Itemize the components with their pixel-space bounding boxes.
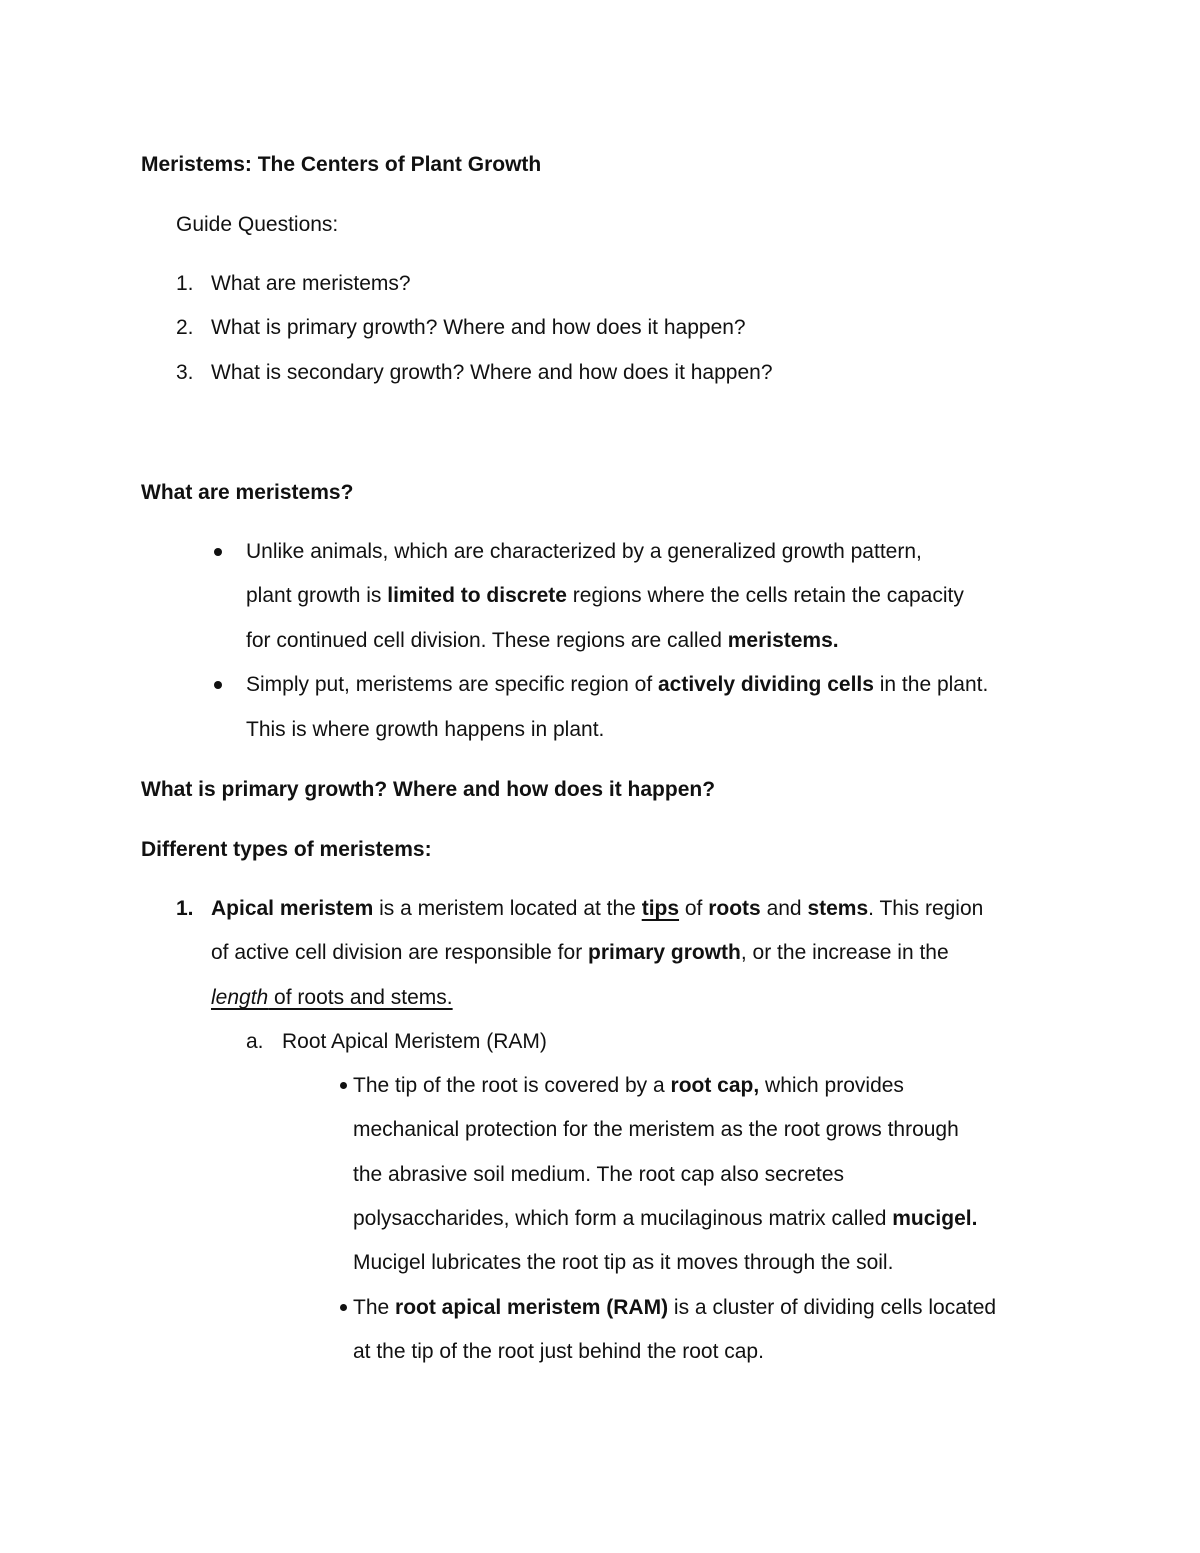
emphasis-text: actively dividing cells bbox=[657, 673, 874, 696]
italic-text: length bbox=[211, 986, 269, 1009]
question-text: What is primary growth? Where and how does it happen? bbox=[211, 316, 746, 339]
text-run: . This region bbox=[868, 897, 984, 920]
text-run: which provides bbox=[759, 1074, 904, 1097]
bullet-text-line: Unlike animals, which are characterized by a generalized growth pattern, bbox=[246, 540, 922, 563]
bullet-icon bbox=[214, 681, 222, 689]
bullet-text-line: This is where growth happens in plant. bbox=[246, 718, 605, 741]
bullet-text-line: at the tip of the root just behind the root cap. bbox=[353, 1340, 764, 1363]
item-text-line bbox=[211, 942, 949, 963]
bullet-text-line: the abrasive soil medium. The root cap also secretes bbox=[353, 1163, 845, 1186]
list-number: 2. bbox=[176, 316, 194, 339]
section-heading-meristems: What are meristems? bbox=[141, 481, 354, 504]
bullet-text-line bbox=[353, 1075, 904, 1096]
bullet-text-line bbox=[246, 630, 839, 651]
text-run: of roots and stems. bbox=[268, 986, 453, 1009]
bullet-text-line bbox=[246, 585, 964, 606]
text-run: is a cluster of dividing cells located bbox=[668, 1296, 997, 1319]
bullet-icon bbox=[214, 548, 222, 556]
emphasis-text: Apical meristem bbox=[211, 897, 374, 920]
list-letter: a. bbox=[246, 1030, 264, 1053]
item-text-line bbox=[211, 987, 453, 1008]
bullet-text-line bbox=[353, 1297, 996, 1318]
bullet-text-line: Mucigel lubricates the root tip as it moves through the soil. bbox=[353, 1251, 894, 1274]
document-title: Meristems: The Centers of Plant Growth bbox=[141, 153, 542, 176]
text-run: , or the increase in the bbox=[740, 941, 949, 964]
emphasis-text: mucigel. bbox=[892, 1207, 978, 1230]
emphasis-text: roots bbox=[708, 897, 761, 920]
question-text: What is secondary growth? Where and how does it happen? bbox=[211, 361, 773, 384]
guide-questions-heading: Guide Questions: bbox=[176, 213, 339, 236]
section-heading-primary-growth: What is primary growth? Where and how does it happen? bbox=[141, 778, 716, 801]
text-run: for continued cell division. These regions are called bbox=[246, 629, 728, 652]
bullet-icon bbox=[340, 1082, 347, 1089]
bullet-icon bbox=[340, 1304, 347, 1311]
bullet-text-line: mechanical protection for the meristem as the root grows through bbox=[353, 1118, 959, 1141]
text-run: regions where the cells retain the capacity bbox=[566, 584, 964, 607]
emphasis-underlined-text: tips bbox=[641, 897, 680, 920]
text-run: plant growth is bbox=[246, 584, 388, 607]
text-run: and bbox=[760, 897, 808, 920]
text-run: The tip of the root is covered by a bbox=[353, 1074, 671, 1097]
list-number: 1. bbox=[176, 272, 194, 295]
bullet-text-line bbox=[246, 674, 988, 695]
item-text-line bbox=[211, 898, 983, 919]
text-run: The bbox=[353, 1296, 396, 1319]
subheading-meristem-types: Different types of meristems: bbox=[141, 838, 432, 861]
text-run: Simply put, meristems are specific region of bbox=[246, 673, 658, 696]
question-text: What are meristems? bbox=[211, 272, 411, 295]
emphasis-text: stems bbox=[807, 897, 869, 920]
text-run: of active cell division are responsible for bbox=[211, 941, 589, 964]
text-run: in the plant. bbox=[873, 673, 989, 696]
list-number: 3. bbox=[176, 361, 194, 384]
emphasis-text: primary growth bbox=[588, 941, 741, 964]
bullet-text-line bbox=[353, 1208, 977, 1229]
emphasis-text: limited to discrete bbox=[387, 584, 567, 607]
text-run: polysaccharides, which form a mucilaginous matrix called bbox=[353, 1207, 893, 1230]
list-number: 1. bbox=[176, 897, 194, 920]
emphasis-text: root apical meristem (RAM) bbox=[395, 1296, 669, 1319]
emphasis-text: meristems. bbox=[727, 629, 839, 652]
sub-item-text: Root Apical Meristem (RAM) bbox=[282, 1030, 547, 1053]
text-run: is a meristem located at the bbox=[373, 897, 642, 920]
emphasis-text: root cap, bbox=[670, 1074, 760, 1097]
text-run: of bbox=[679, 897, 709, 920]
